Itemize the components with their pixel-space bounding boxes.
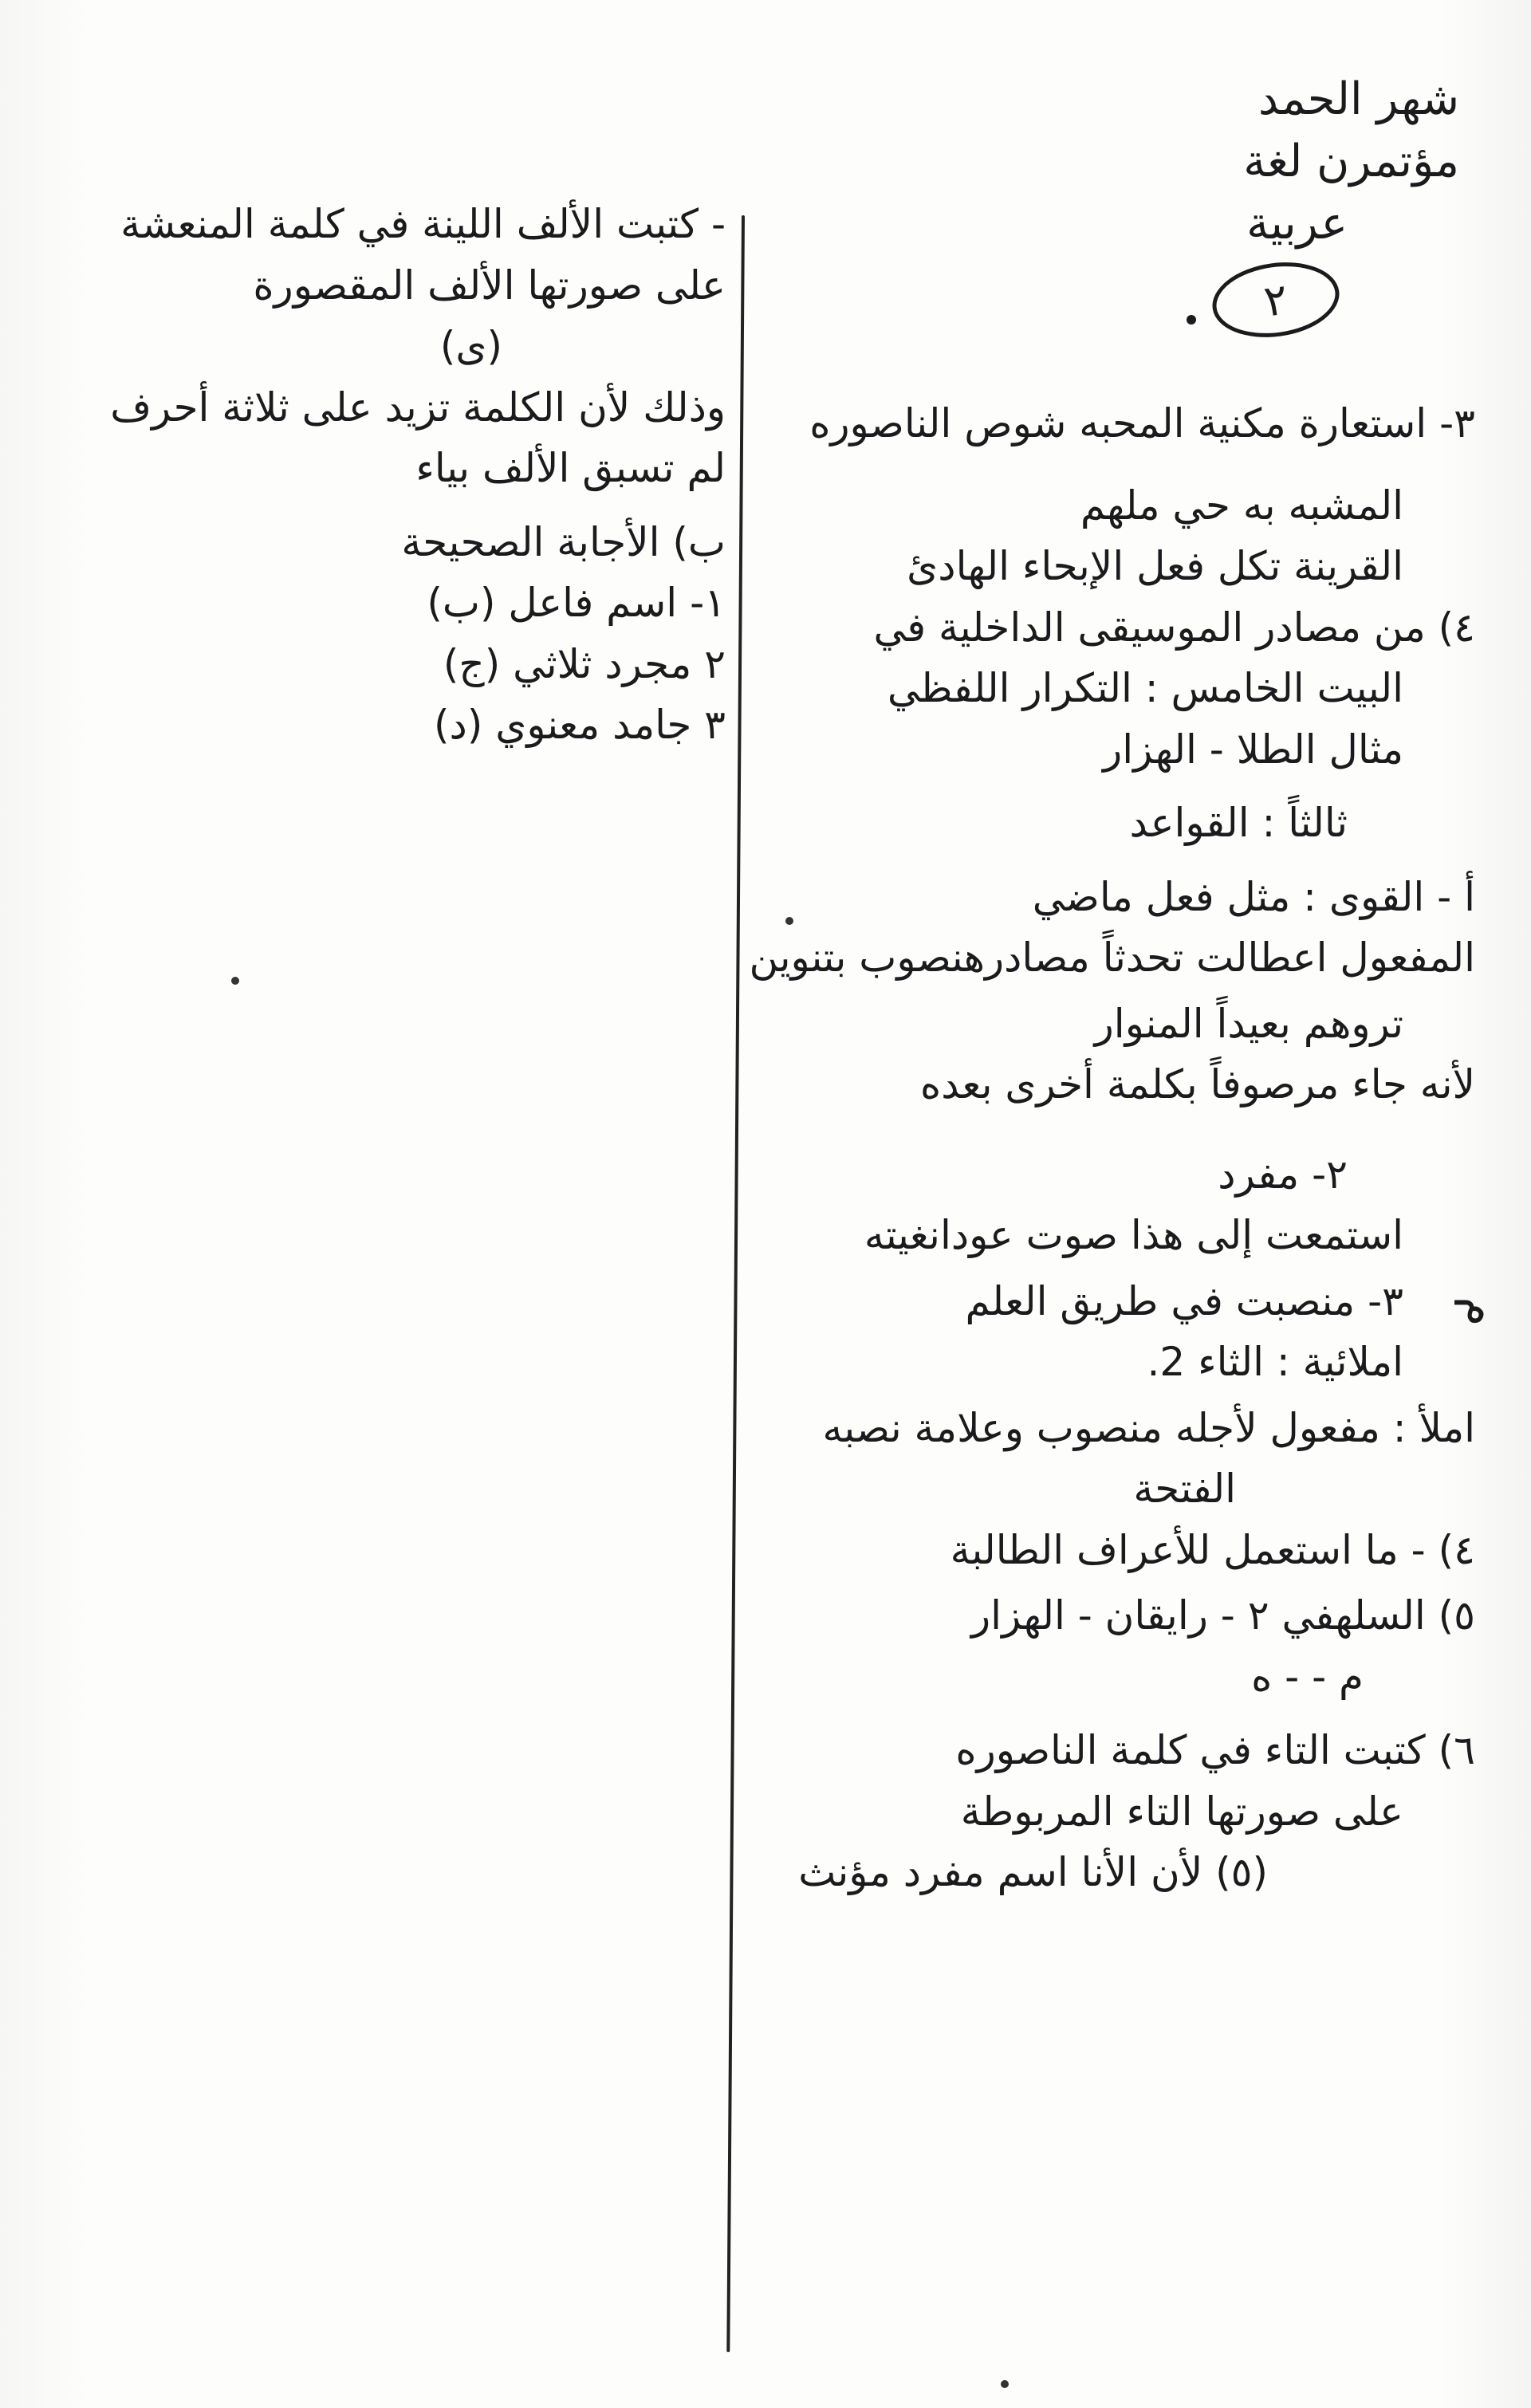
right-column-answers [749, 399, 1475, 1909]
left-column-answers [24, 199, 726, 761]
answer-line: القرينة تكل فعل الإبحاء الهادئ [907, 543, 1403, 589]
answer-line: ٤) - ما استعمل للأعراف الطالبة [950, 1526, 1475, 1573]
ink-dot [231, 977, 239, 985]
answer-line: ٥) السلهفي ٢ - رايقان - الهزار [971, 1592, 1475, 1639]
answer-line: مثال الطلا - الهزار [1103, 726, 1403, 773]
answer-line: الفتحة [1133, 1466, 1236, 1512]
ink-dot [785, 917, 793, 925]
answer-line: ٢- مفرد [1218, 1151, 1348, 1198]
answer-line: ٤) من مصادر الموسيقى الداخلية في [873, 604, 1475, 651]
answer-line: البيت الخامس : التكرار اللفظي [887, 665, 1403, 711]
answer-line: ثالثاً : القواعد [1129, 800, 1348, 846]
header-line-2: مؤتمرن لغة [1243, 136, 1459, 187]
answer-line: تروهم بعيداً المنوار [1094, 1000, 1403, 1047]
answer-line: على صورتها التاء المربوطة [960, 1788, 1403, 1835]
page-header [1243, 72, 1459, 258]
question-number-circle [1207, 254, 1344, 344]
header-line-1: شهر الحمد [1258, 73, 1459, 125]
answer-line: - كتبت الألف اللينة في كلمة المنعشة [120, 201, 726, 247]
answer-line: استمعت إلى هذا صوت عودانغيته [864, 1212, 1403, 1258]
answer-line: وذلك لأن الكلمة تزيد على ثلاثة أحرف [110, 384, 726, 431]
header-line-3: عربية [1246, 198, 1348, 250]
ink-dot [1187, 315, 1196, 325]
answer-line: املائية : الثاء 2. [1147, 1339, 1403, 1385]
answer-line: المفعول اعطالت تحدثاً مصادرهنصوب بتنوين [749, 934, 1475, 981]
answer-line: ٣- استعارة مكنية المحبه شوص الناصوره [809, 400, 1475, 447]
answer-line: (ى) [439, 323, 502, 369]
answer-line: أ - القوى : مثل فعل ماضي [1032, 873, 1475, 920]
question-number: ٢ [1261, 273, 1291, 327]
answer-line: ٣ جامد معنوي (د) [434, 702, 726, 748]
answer-line: املأ : مفعول لأجله منصوب وعلامة نصبه [822, 1404, 1475, 1451]
answer-line: ٣- منصبت في طريق العلم [965, 1277, 1403, 1324]
answer-line: لم تسبق الألف بياء [415, 445, 726, 491]
margin-mark: م [1454, 1296, 1510, 1327]
answer-line: ١- اسم فاعل (ب) [427, 580, 726, 626]
answer-line: ٦) كتبت التاء في كلمة الناصوره [955, 1727, 1475, 1773]
answer-line: ب) الأجابة الصحيحة [401, 518, 726, 565]
answer-line: (٥) لأن الأنا اسم مفرد مؤنث [798, 1849, 1268, 1895]
answer-line: م - - ه [1251, 1653, 1364, 1700]
answer-line: لأنه جاء مرصوفاً بكلمة أخرى بعده [920, 1061, 1475, 1108]
column-divider-line [726, 215, 745, 2352]
answer-line: على صورتها الألف المقصورة [253, 262, 726, 309]
ink-dot [1001, 2380, 1009, 2388]
answer-line: ٢ مجرد ثلاثي (ج) [443, 640, 726, 687]
answer-line: المشبه به حي ملهم [1080, 482, 1403, 529]
